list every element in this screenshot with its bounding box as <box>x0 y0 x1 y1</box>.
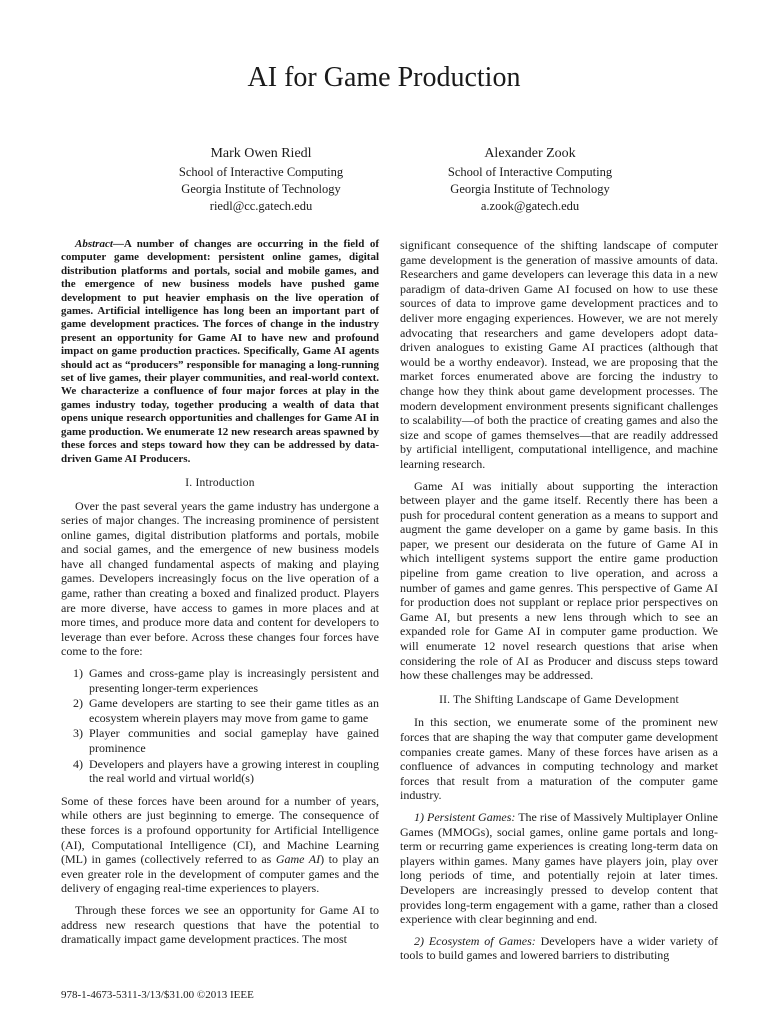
copyright-footer: 978-1-4673-5311-3/13/$31.00 ©2013 IEEE <box>61 989 254 1001</box>
author-institution: Georgia Institute of Technology <box>450 182 610 196</box>
list-item: 1) Games and cross-game play is increasingly persistent and presenting longer-term experiences <box>73 666 379 695</box>
author-name: Alexander Zook <box>484 146 576 161</box>
section-heading-landscape: II. The Shifting Landscape of Game Development <box>439 693 679 706</box>
author-affiliation: School of Interactive Computing <box>447 165 613 179</box>
body-paragraph: In this section, we enumerate some of the prominent new forces that are shaping the way that computer game development companies create games. Many of these forces have arisen as a confluence of advances in computing technology and market forces that result from a maturation of the computer game industry. <box>400 715 718 803</box>
forces-list <box>61 666 379 786</box>
intro-paragraph-2: Some of these forces have been around for a number of years, while others are just beginning to emerge. The consequence of these forces is a profound opportunity for Artificial Intelligence (AI), Computational Intelligence (CI), and Machine Learning (ML) in games (collectively referred to as Game AI) to play an even greater role in the development of computer games and the delivery of engaging real-time experiences to players. <box>61 793 379 896</box>
author-email: riedl@cc.gatech.edu <box>209 199 313 213</box>
abstract-text: —A number of changes are occurring in the field of computer game development: persistent online games, digital distribution platforms and portals, social and mobile games, and the emergence of new business models have pushed game development to put heavier emphasis on the live operation of games. Artificial intelligence has long been an important part of game development practices. The forces of change in the industry present an opportunity for Game AI to have new and profound impact on game production practices. Specifically, Game AI agents should act as “producers” responsible for managing a long-running set of live games, their player communities, and real-world context. We characterize a confluence of four major forces at play in the games industry today, together producing a wealth of data that opens unique research opportunities and challenges for Game AI in game production. We enumerate 12 new research areas spawned by these forces and steps toward how they can be addressed by data-driven Game AI Producers. <box>61 238 379 465</box>
list-item: 3) Player communities and social gameplay have gained prominence <box>73 726 379 755</box>
abstract <box>61 238 379 466</box>
right-column <box>400 238 718 970</box>
body-paragraph: significant consequence of the shifting landscape of computer game development is the generation of massive amounts of data. Researchers and game developers can leverage this data in a new paradigm of data-driven Game AI focused on how to use these sources of data to improve game development practices and to deliver more engaging experiences. However, we are not merely advocating that researchers and game developers adopt data-driven analogues to existing Game AI practices (although that would be a worthy endeavor). Instead, we are proposing that the market forces enumerated above are forcing the industry to change how they think about game development processes. The modern development environment presents significant challenges to scalability—of both the practice of creating games and also the size and scope of games themselves—that are readily addressed by artificial intelligent, computational intelligence, and machine learning research. <box>400 238 718 471</box>
section-heading-introduction: I. Introduction <box>185 476 255 489</box>
author-institution: Georgia Institute of Technology <box>181 182 341 196</box>
author-affiliation: School of Interactive Computing <box>178 165 344 179</box>
list-item: 4) Developers and players have a growing interest in coupling the real world and virtual world(s) <box>73 756 379 786</box>
author-block-1 <box>136 145 386 215</box>
left-column <box>61 238 379 954</box>
body-paragraph: Game AI was initially about supporting the interaction between player and the game itself. Recently there has been a push for procedural content generation as a means to support and augment the game developer on a game by game basis. In this paper, we present our desiderata on the future of Game AI in which intelligent systems support the entire game production pipeline from game creation to live operation, and across a number of games and game genres. This perspective of Game AI for production does not supplant or replace prior perspectives on Game AI, but presents a new lens through which to see an expanded role for Game AI in computer game production. We will enumerate 12 novel research questions that arise when considering the role of AI as Producer and discuss steps toward how these challenges may be addressed. <box>400 478 718 683</box>
intro-paragraph-3: Through these forces we see an opportunity for Game AI to address new research questions that have the potential to dramatically impact game development practices. The most <box>61 902 379 947</box>
list-item: 2) Game developers are starting to see their game titles as an ecosystem wherein players may move from game to game <box>73 696 379 725</box>
persistent-games-paragraph: 1) Persistent Games: The rise of Massively Multiplayer Online Games (MMOGs), social games, online game portals and long-term or recurring game experiences is creating long-term data on players within games. Many games have players join, play over long periods of time, and potentially rejoin at later times. Developers are increasingly pressed to develop content that provides long-term engagement with a game, rather than a closed experience with clear beginning and end. <box>400 809 718 927</box>
author-block-2 <box>405 145 655 215</box>
intro-paragraph-1: Over the past several years the game industry has undergone a series of major changes. The increasing prominence of persistent online games, digital distribution platforms and portals, mobile and social games, and the emergence of new business models have all changed fundamental aspects of making and playing games. Developers increasingly focus on the live operation of a game, rather than creating a boxed and finalized product. Players are more diverse, have access to games in more places and at more times, and produce more data and content for developers to leverage than ever before. Across these changes four forces have come to the fore: <box>61 498 379 659</box>
author-email: a.zook@gatech.edu <box>480 199 580 213</box>
abstract-label: Abstract <box>75 238 113 250</box>
paper-title: AI for Game Production <box>247 62 521 93</box>
ecosystem-paragraph: 2) Ecosystem of Games: Developers have a wider variety of tools to build games and lowered barriers to distributing <box>400 933 718 963</box>
author-name: Mark Owen Riedl <box>210 146 312 161</box>
